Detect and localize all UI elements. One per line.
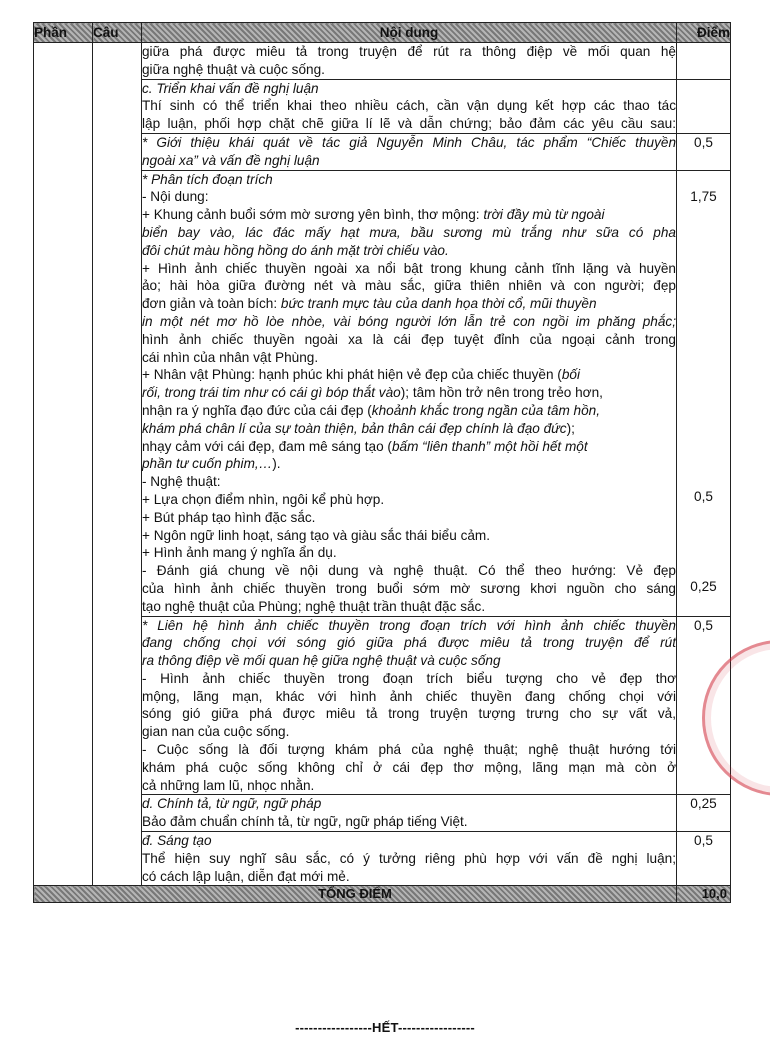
content-line: lập luận, phối hợp chặt chẽ giữa lí lẽ và dẫn chứng; bảo đảm các yêu cầu sau: xyxy=(142,116,676,132)
part-cell xyxy=(34,43,93,886)
content-text: nhận ra ý nghĩa đạo đức của cái đẹp ( xyxy=(142,402,372,418)
quote-text: phần tư cuốn phim,… xyxy=(142,456,273,472)
content-text: + Nhân vật Phùng: hạnh phúc khi phát hiện vẻ đẹp của chiếc thuyền ( xyxy=(142,367,562,383)
content-cell xyxy=(142,832,677,886)
content-line: - Cuộc sống là đối tượng khám phá của nghệ thuật; nghệ thuật hướng tới xyxy=(142,742,676,758)
content-line: tạo nghệ thuật của Phùng; nghệ thuật trần thuật đặc sắc. xyxy=(142,598,486,614)
content-line: mộng, lãng mạn, khác với hình ảnh chiếc thuyền đang chống chọi với xyxy=(142,688,676,704)
content-line: sóng gió giữa phá được miêu tả trong truyện tượng trưng cho sự vất vả, xyxy=(142,706,676,722)
header-question: Câu xyxy=(93,23,142,43)
answer-key-page xyxy=(33,22,730,903)
section-heading: d. Chính tả, từ ngữ, ngữ pháp xyxy=(142,796,322,812)
quote-text: bấm “liên thanh” một hồi hết một xyxy=(391,438,588,454)
content-text: nhạy cảm với cái đẹp, đam mê sáng tạo ( xyxy=(142,438,392,454)
content-line: + Hình ảnh chiếc thuyền ngoài xa nổi bật trong khung cảnh tĩnh lặng và huyền xyxy=(142,260,676,276)
content-line: có cách lập luận, diễn đạt mới mẻ. xyxy=(142,868,350,884)
content-cell xyxy=(142,43,677,80)
content-line: gian nan của cuộc sống. xyxy=(142,724,290,740)
content-line: đôi chút màu hồng hồng do ánh mặt trời chiếu vào. xyxy=(142,242,449,258)
score-value: 0,25 xyxy=(690,796,717,812)
content-cell xyxy=(142,133,677,170)
content-line: ngoài xa” và vấn đề nghị luận xyxy=(142,152,320,168)
quote-text: khoảnh khắc trong ngần của tâm hồn, xyxy=(371,402,601,418)
content-line: + Ngôn ngữ linh hoạt, sáng tạo và giàu sắc thái biểu cảm. xyxy=(142,527,491,543)
content-line: * Giới thiệu khái quát về tác giả Nguyễn Minh Châu, tác phẩm “Chiếc thuyền xyxy=(142,134,676,150)
content-cell xyxy=(142,170,677,616)
total-label: TỔNG ĐIỂM xyxy=(34,886,677,903)
content-line: ra thông điệp về mối quan hệ giữa nghệ thuật và cuộc sống xyxy=(142,653,501,669)
score-cell xyxy=(677,795,731,832)
content-line: + Hình ảnh mang ý nghĩa ẩn dụ. xyxy=(142,545,337,561)
content-text: ). xyxy=(272,456,281,472)
content-cell xyxy=(142,795,677,832)
content-line: * Liên hệ hình ảnh chiếc thuyền trong đoạn trích với hình ảnh chiếc thuyền xyxy=(142,617,676,633)
score-cell xyxy=(677,79,731,133)
content-text: ); tâm hồn trở nên trong trẻo hơn, xyxy=(400,385,603,401)
content-line: cái nhìn của nhân vật Phùng. xyxy=(142,349,319,365)
content-line: Bảo đảm chuẩn chính tả, từ ngữ, ngữ pháp tiếng Việt. xyxy=(142,814,468,830)
total-points: 10,0 xyxy=(677,886,731,903)
score-cell xyxy=(677,832,731,886)
score-value: 0,5 xyxy=(694,833,713,849)
content-line: Thể hiện suy nghĩ sâu sắc, có ý tưởng riêng phù hợp với vấn đề nghị luận; xyxy=(142,850,676,866)
score-value: 0,25 xyxy=(690,579,717,595)
content-cell xyxy=(142,616,677,795)
score-value: 0,5 xyxy=(694,617,713,633)
content-line: hình ảnh chiếc thuyền ngoài xa là cái đẹp tuyệt đỉnh của ngoại cảnh trong xyxy=(142,331,676,347)
content-line: - Nội dung: xyxy=(142,189,209,205)
score-cell xyxy=(677,170,731,616)
content-line: - Nghệ thuật: xyxy=(142,474,221,490)
table-row xyxy=(34,43,731,80)
quote-text: bối xyxy=(561,367,580,383)
content-text: ); xyxy=(566,420,575,436)
section-heading: c. Triển khai vấn đề nghị luận xyxy=(142,80,319,96)
content-text: + Khung cảnh buổi sớm mờ sương yên bình, thơ mộng: xyxy=(142,207,480,223)
question-cell xyxy=(93,43,142,886)
content-line: của hình ảnh chiếc thuyền trong buổi sớm mờ sương khơi nguồn cho sáng xyxy=(142,580,676,596)
quote-text: khám phá chân lí của sự toàn thiện, bản thân cái đẹp chính là đạo đức xyxy=(142,420,567,436)
content-line: in một nét mơ hồ lòe nhòe, vài bóng người lớn lẫn trẻ con ngồi im phăng phắc; xyxy=(142,313,676,329)
score-value: 0,5 xyxy=(694,489,713,505)
quote-text: bức tranh mực tàu của danh họa thời cổ, mũi thuyền xyxy=(280,296,597,312)
content-line: khám phá cuộc sống không chỉ ở cái đẹp thơ mộng, lãng mạn mà còn ở xyxy=(142,759,676,775)
section-heading: đ. Sáng tạo xyxy=(142,833,212,849)
score-cell xyxy=(677,133,731,170)
header-content: Nội dung xyxy=(142,23,677,43)
content-line: giữa phá được miêu tả trong truyện để rút ra thông điệp về mối quan hệ xyxy=(142,44,676,59)
end-marker: -----------------HẾT----------------- xyxy=(295,1020,475,1035)
header-part: Phần xyxy=(34,23,93,43)
score-value: 1,75 xyxy=(690,188,717,204)
content-cell xyxy=(142,79,677,133)
content-line: - Hình ảnh chiếc thuyền trong đoạn trích biểu tượng cho vẻ đẹp thơ xyxy=(142,670,676,686)
total-row xyxy=(34,886,731,903)
content-line: Thí sinh có thể triển khai theo nhiều cách, cần vận dụng kết hợp các thao tác xyxy=(142,98,676,114)
content-line: ảo; hài hòa giữa đường nét và màu sắc, giữa thiên nhiên và con người; đẹp xyxy=(142,278,676,294)
content-line: giữa nghệ thuật và cuộc sống. xyxy=(142,61,325,77)
score-cell xyxy=(677,43,731,80)
content-line: * Phân tích đoạn trích xyxy=(142,171,273,187)
content-text: đơn giản và toàn bích: xyxy=(142,296,278,312)
score-value: 0,5 xyxy=(694,134,713,150)
quote-text: rối, trong trái tim như có cái gì bóp thắt vào xyxy=(142,385,401,401)
table-header-row xyxy=(34,23,731,43)
scoring-rubric-table xyxy=(33,22,731,903)
content-line: + Lựa chọn điểm nhìn, ngôi kể phù hợp. xyxy=(142,491,385,507)
content-line: - Đánh giá chung về nội dung và nghệ thuật. Có thể theo hướng: Vẻ đẹp xyxy=(142,563,676,579)
quote-text: trời đầy mù từ ngoài xyxy=(483,207,605,223)
content-line: biển bay vào, lác đác mấy hạt mưa, bầu sương mù trắng như sữa có pha xyxy=(142,224,676,240)
content-line: cả những lam lũ, nhọc nhằn. xyxy=(142,777,315,793)
content-line: đang chống chọi với sóng gió giữa phá được miêu tả trong truyện để rút xyxy=(142,635,676,651)
content-line: + Bút pháp tạo hình đặc sắc. xyxy=(142,509,316,525)
header-score: Điểm xyxy=(677,23,731,43)
